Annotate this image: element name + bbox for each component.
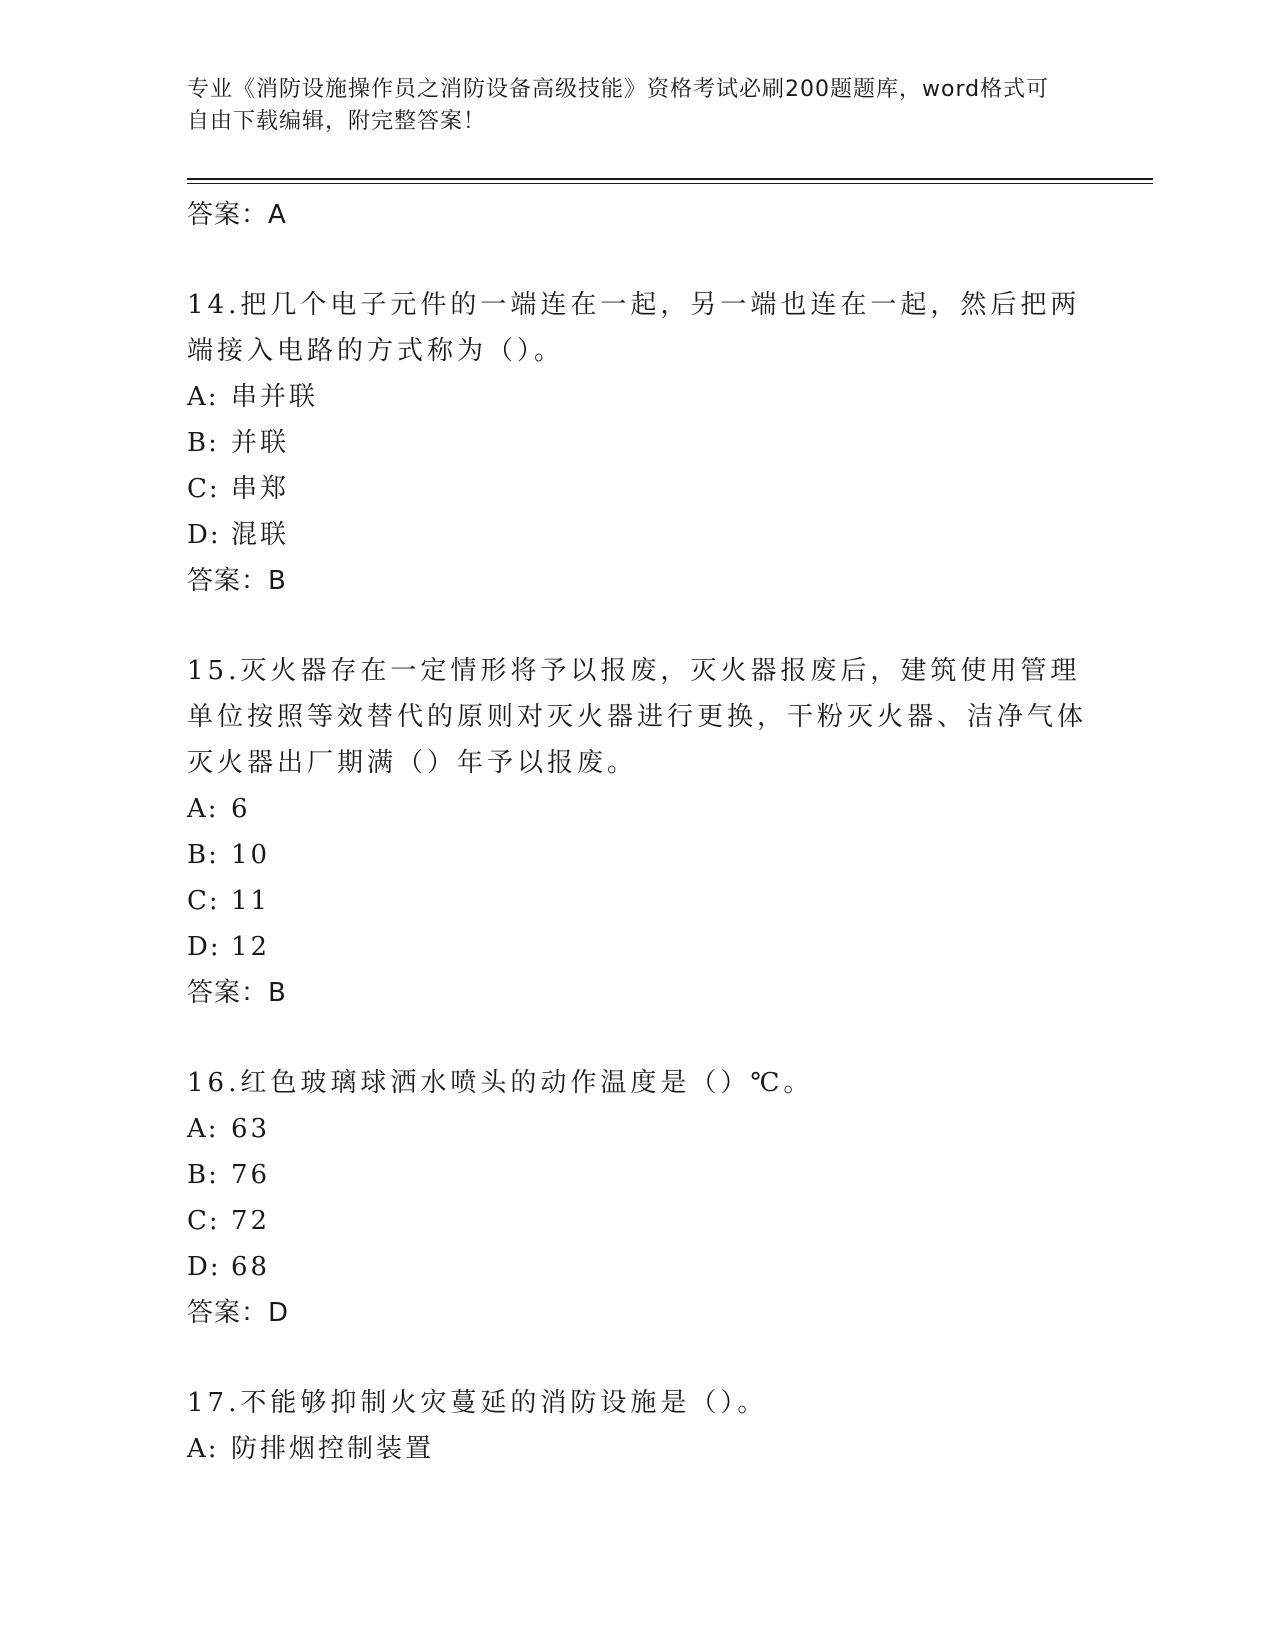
answer-label: 答案： (187, 566, 269, 596)
header-rule-thick (187, 178, 1153, 180)
option-key: B (187, 1160, 209, 1190)
option-c: C: 串郑 (187, 474, 290, 504)
option-text: 72 (231, 1206, 271, 1236)
option-b: B: 76 (187, 1160, 271, 1190)
option-d: D: 12 (187, 932, 271, 962)
option-text: 68 (231, 1252, 271, 1282)
question-list (187, 192, 1087, 1472)
answer-label: 答案： (187, 200, 269, 230)
option-d: D: 混联 (187, 520, 290, 550)
answer-line (187, 192, 1087, 238)
question-14: 14.把几个电子元件的一端连在一起，另一端也连在一起，然后把两端接入电路的方式称为（）。 (187, 290, 1081, 366)
option-a: A: 串并联 (187, 382, 319, 412)
option-a: A: 防排烟控制装置 (187, 1434, 435, 1464)
option-key: C (187, 886, 209, 916)
option-c: C: 11 (187, 886, 271, 916)
answer-value: A (268, 200, 287, 230)
option-key: A (187, 382, 208, 412)
header-rule-thin (187, 183, 1153, 184)
answer-line (187, 558, 1087, 604)
answer-line (187, 1290, 1087, 1336)
answer-value: B (268, 978, 287, 1008)
answer-value: B (268, 566, 287, 596)
option-text: 12 (231, 932, 271, 962)
answer-value: D (268, 1298, 290, 1328)
option-key: A (187, 1434, 208, 1464)
option-text: 11 (231, 886, 271, 916)
option-key: B (187, 428, 209, 458)
option-key: D (187, 520, 210, 550)
option-b: B: 10 (187, 840, 271, 870)
option-c: C: 72 (187, 1206, 271, 1236)
answer-label: 答案： (187, 1298, 269, 1328)
option-key: C (187, 1206, 209, 1236)
option-key: D (187, 1252, 210, 1282)
answer-label: 答案： (187, 978, 269, 1008)
document-header: 专业《消防设施操作员之消防设备高级技能》资格考试必刷200题题库，word格式可自由下载编辑，附完整答案！ (187, 77, 1050, 134)
option-key: A (187, 1114, 208, 1144)
option-text: 防排烟控制装置 (231, 1434, 435, 1464)
question-16: 16.红色玻璃球洒水喷头的动作温度是（）℃。 (187, 1068, 814, 1098)
question-15: 15.灭火器存在一定情形将予以报废，灭火器报废后，建筑使用管理单位按照等效替代的原则对灭火器进行更换，干粉灭火器、洁净气体灭火器出厂期满（）年予以报废。 (187, 656, 1088, 778)
option-b: B: 并联 (187, 428, 290, 458)
option-text: 10 (231, 840, 271, 870)
option-text: 串郑 (231, 474, 290, 504)
option-text: 63 (231, 1114, 271, 1144)
answer-line (187, 970, 1087, 1016)
option-key: B (187, 840, 209, 870)
option-text: 76 (231, 1160, 271, 1190)
question-17: 17.不能够抑制火灾蔓延的消防设施是（）。 (187, 1388, 768, 1418)
option-key: D (187, 932, 210, 962)
option-text: 6 (231, 794, 251, 824)
option-text: 混联 (231, 520, 290, 550)
option-text: 串并联 (231, 382, 319, 412)
option-a: A: 63 (187, 1114, 271, 1144)
option-text: 并联 (231, 428, 290, 458)
option-d: D: 68 (187, 1252, 271, 1282)
option-key: A (187, 794, 208, 824)
option-a: A: 6 (187, 794, 251, 824)
option-key: C (187, 474, 209, 504)
